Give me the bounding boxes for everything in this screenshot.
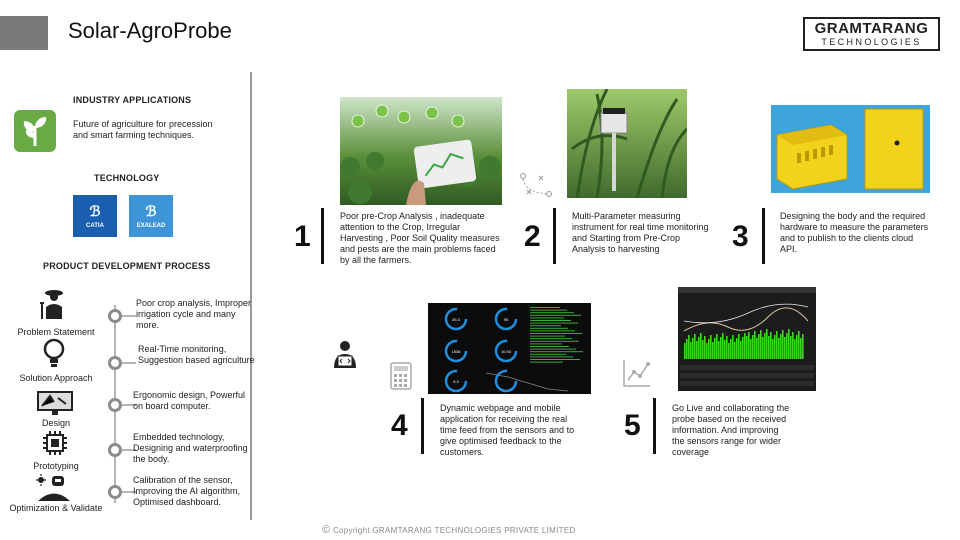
live-bar (690, 342, 692, 359)
probe-cad-render (771, 105, 930, 193)
exalead-label: EXALEAD (136, 223, 166, 229)
robot-sun-icon (36, 474, 62, 496)
live-bar (802, 334, 804, 359)
live-analytics-screenshot (678, 287, 816, 391)
design-monitor-icon (36, 390, 62, 412)
step-text: Dynamic webpage and mobile application for receiving the real time feed from the sensors and to give optimised feedback to the customers. (440, 403, 575, 457)
live-bar (734, 342, 736, 359)
log-line (530, 349, 576, 350)
timeline-node (108, 309, 122, 323)
timeline-node (108, 485, 122, 499)
timeline-stub (122, 362, 136, 364)
live-bar (736, 338, 738, 359)
live-bar (718, 341, 720, 359)
chip-icon (42, 430, 68, 452)
timeline-node (108, 443, 122, 457)
live-bar (758, 334, 760, 359)
step-number: 3 (732, 220, 749, 253)
live-control-row (680, 373, 814, 378)
log-line (530, 320, 571, 321)
log-line (530, 310, 567, 311)
log-line (530, 315, 581, 316)
step-bar (653, 398, 656, 454)
live-bar (788, 329, 790, 359)
log-line (530, 346, 569, 347)
log-line (530, 323, 578, 324)
process-step-desc: Poor crop analysis, Improper irrigation cycle and many more. (136, 298, 252, 330)
live-bar (700, 333, 702, 359)
live-bar (684, 343, 686, 359)
process-step-label: Optimization & Validate (9, 503, 103, 513)
logo-line1: GRAMTARANG (814, 20, 929, 37)
farmer-icon (40, 287, 66, 309)
live-bar (710, 335, 712, 359)
step-bar (321, 208, 324, 264)
process-step-label: Solution Approach (19, 373, 93, 383)
timeline-node (108, 398, 122, 412)
live-bar (732, 335, 734, 359)
live-bar (754, 331, 756, 359)
step-number: 4 (391, 409, 408, 442)
page-title: Solar-AgroProbe (68, 18, 232, 43)
log-line (530, 307, 560, 308)
live-bar (748, 332, 750, 359)
process-step-desc: Calibration of the sensor, Improving the AI algorithm, Optimised dashboard. (133, 475, 241, 507)
live-bar (768, 336, 770, 359)
log-line (530, 351, 583, 352)
live-bar (740, 341, 742, 359)
dashboard-screenshot (428, 303, 591, 394)
live-line (684, 308, 808, 331)
live-bar (778, 338, 780, 359)
log-line (530, 312, 574, 313)
step-text: Go Live and collaborating the probe based on the received information. And improving the sensors range for wider coverage (672, 403, 790, 457)
live-bar (724, 340, 726, 359)
live-bar (686, 339, 688, 359)
dashboard-gauges (428, 303, 591, 394)
process-step-desc: Ergonomic design, Powerful on board computer. (133, 390, 246, 411)
log-line (530, 341, 579, 342)
log-line (530, 336, 565, 337)
live-bar (738, 334, 740, 359)
log-line (530, 317, 564, 318)
live-bar (714, 338, 716, 359)
step-text: Multi-Parameter measuring instrument for real time monitoring and Starting from Pre-Crop Analysis to harvesting (572, 211, 709, 254)
live-bar (722, 333, 724, 359)
log-line (530, 333, 582, 334)
copyright-text (322, 524, 576, 536)
log-line (530, 338, 572, 339)
live-bar (790, 336, 792, 359)
live-bar (712, 342, 714, 359)
live-bar (692, 338, 694, 359)
network-icon (519, 172, 553, 203)
process-step-desc: Embedded technology, Designing and waterproofing the body. (133, 432, 248, 464)
live-bar (688, 335, 690, 359)
step-bar (762, 208, 765, 264)
log-line (530, 354, 566, 355)
catia-label: CATIA (86, 223, 104, 229)
step-text: Designing the body and the required hardware to measure the parameters and to publish to the clients cloud API. (780, 211, 929, 254)
live-bar (708, 339, 710, 359)
live-bar (730, 339, 732, 359)
timeline-stub (122, 315, 136, 317)
gauge-ring (496, 371, 516, 391)
copyright-label: Copyright GRAMTARANG TECHNOLOGIES PRIVATE LIMITED (332, 526, 576, 535)
log-line (530, 356, 573, 357)
log-line (530, 343, 562, 344)
live-bar (774, 335, 776, 359)
live-bar (694, 334, 696, 359)
live-bar (766, 329, 768, 359)
process-step-label: Problem Statement (17, 327, 95, 337)
title-accent-bar (0, 16, 48, 50)
live-control-row (680, 365, 814, 370)
gauge-value: 8.3 (453, 379, 459, 384)
live-bar (750, 339, 752, 359)
live-bar (800, 338, 802, 359)
calculator-icon (390, 362, 412, 395)
copyright-icon: © (322, 524, 331, 536)
company-logo (803, 17, 940, 51)
live-toolbar (678, 287, 816, 293)
live-bar (772, 339, 774, 359)
process-step-label: Prototyping (33, 461, 79, 471)
exalead-logo (129, 195, 173, 237)
log-line (530, 359, 580, 360)
log-line (530, 325, 561, 326)
live-bar (786, 333, 788, 359)
analytics-icon (622, 358, 652, 393)
live-bar (728, 343, 730, 359)
process-step-label: Design (41, 418, 70, 428)
live-bar (696, 341, 698, 359)
step-text: Poor pre-Crop Analysis , inadequate attention to the Crop, Irregular Harvesting , Poor Soil Quality measures and pests are the main problems faced by all the farmers. (340, 211, 500, 265)
timeline-node (108, 356, 122, 370)
process-heading: PRODUCT DEVELOPMENT PROCESS (43, 261, 211, 271)
live-bar (796, 335, 798, 359)
plant-icon (14, 110, 56, 152)
developer-icon (332, 340, 358, 373)
process-step-desc: Real-Time monitoring, Suggestion based agriculture (138, 344, 255, 365)
smart-farming-photo (340, 97, 502, 205)
gauge-value: 1536 (451, 349, 461, 354)
step-number: 5 (624, 409, 641, 442)
live-bar (704, 336, 706, 359)
step-number: 2 (524, 220, 541, 253)
live-control-row (680, 381, 814, 386)
gauge-value: 26.3 (452, 317, 460, 322)
log-line (530, 362, 563, 363)
gauge-value: 10.93 (500, 349, 512, 354)
live-bar (706, 343, 708, 359)
live-bar (752, 335, 754, 359)
live-bar (764, 333, 766, 359)
technology-heading: TECHNOLOGY (94, 173, 160, 183)
live-bar (784, 337, 786, 359)
live-bar (720, 337, 722, 359)
live-bar (698, 337, 700, 359)
live-bar (770, 332, 772, 359)
live-bar (762, 337, 764, 359)
live-bar (726, 336, 728, 359)
live-bar (756, 338, 758, 359)
step-bar (553, 208, 556, 264)
live-bar (776, 331, 778, 359)
live-line (684, 304, 808, 323)
log-line (530, 328, 568, 329)
lightbulb-icon (42, 337, 68, 359)
live-bar (716, 334, 718, 359)
catia-logo (73, 195, 117, 237)
live-bar (742, 337, 744, 359)
dassault-exalead-icon: ℬ (145, 203, 157, 219)
industry-text: Future of agriculture for precession and smart farming techniques. (73, 119, 213, 140)
log-line (530, 330, 575, 331)
live-bar (744, 333, 746, 359)
dassault-catia-icon: ℬ (89, 203, 101, 219)
probe-field-photo (567, 89, 687, 198)
live-bar (746, 336, 748, 359)
live-bar (782, 330, 784, 359)
step-number: 1 (294, 220, 311, 253)
logo-line2: TECHNOLOGIES (821, 37, 922, 47)
live-bar (798, 331, 800, 359)
gauge-value: 95 (503, 317, 509, 322)
live-bar (780, 334, 782, 359)
live-bar (702, 340, 704, 359)
step-bar (421, 398, 424, 454)
live-bar (794, 339, 796, 359)
live-analytics-chart (678, 287, 816, 391)
live-bar (760, 330, 762, 359)
live-bar (792, 332, 794, 359)
industry-heading: INDUSTRY APPLICATIONS (73, 95, 192, 105)
